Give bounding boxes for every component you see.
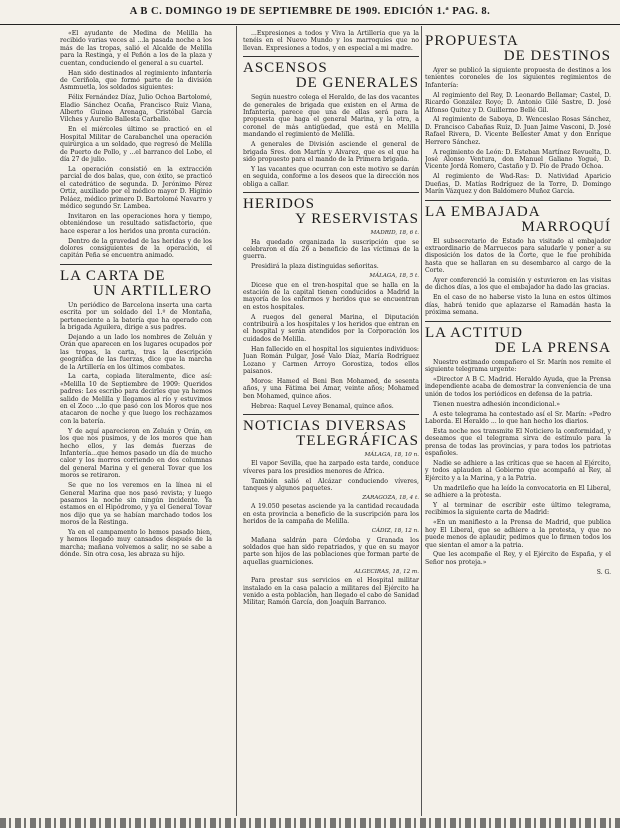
actitud-paragraph: Un madrileño que ha leído la convocatoria en El Liberal, se adhiere a la protesta. — [425, 484, 611, 500]
col1-wounded-names: Félix Fernández Díaz, Julio Ochoa Bartolomé, Eladio Sánchez Ocaña, Francisco Ruiz Viana, Alberto Guinea Arenaga, Cristóbal García Vilches y Aurelio Ballesta Carballo. — [60, 94, 212, 124]
separator — [425, 200, 611, 201]
carta-paragraph: Se que no los veremos en la línea ni el General Marina que nos pasó revista; y luego pasamos la noche sin ningún incidente. Ya estamos en el Hipódromo, y ya el General Tovar nos dijo que ya se habían marchado todos los moros de la Restinga. — [60, 482, 212, 527]
section-title-line: PROPUESTA — [425, 33, 519, 49]
section-title-line: ASCENSOS — [243, 60, 328, 77]
section-title-ascensos — [243, 61, 419, 91]
section-title-carta — [60, 269, 212, 299]
actitud-paragraph: Que les acompañe el Rey, y el Ejército de España, y el Señor nos proteja.» — [425, 551, 611, 566]
carta-paragraph: Un periódico de Barcelona inserta una carta escrita por un soldado del 1.º de Montaña, perteneciente a la batería que ha operado con la brigada Aguilera, dirige a sus padres. — [60, 301, 212, 331]
section-title-line: DE LA PRENSA — [494, 339, 611, 356]
propuesta-paragraph: A regimiento de León: D. Esteban Martínez Revuelta, D. José Alonso Ventura, don Manuel Galiano Yogué, D. Vicente Jordá Romero, Castaño y D. Pío de Prado Ochoa. — [425, 148, 611, 171]
signature: S. G. — [596, 568, 611, 576]
carta-paragraph: Ya en el campamento lo hemos pasado bien, y hemos llegado muy cansados después de la marcha; mañana volvemos a salir, no se sabe a dónde. Sin otra cosa, les abraza su hijo. — [60, 529, 212, 559]
carta-paragraph: Dejando a un lado los nombres de Zeluán y Orán que aparecen en los lugares ocupados por las tropas, la carta, tras la descripción geográfica de las fuerzas, dice que la marcha de la Artillería en los últimos combates. — [60, 333, 212, 371]
dateline: MADRID, 18, 6 t. — [370, 230, 419, 237]
section-title-line: LA ACTITUD — [425, 324, 523, 341]
embajada-paragraph: Ayer conferenció la comisión y estuvieron en las visitas de dichos días, a los que el embajador ha dado las gracias. — [425, 277, 611, 292]
section-title-line: DE DESTINOS — [503, 48, 611, 64]
actitud-paragraph: Nuestro estimado compañero el Sr. Marín nos remite el siguiente telegrama urgente: — [425, 358, 611, 373]
embajada-paragraph: En el caso de no haberse visto la luna en estos últimos días, habrá tenido que aplazarse el Ramadán hasta la próxima semana. — [425, 294, 611, 317]
column-1 — [60, 30, 212, 810]
section-title-line: MARROQUÍ — [521, 218, 611, 235]
separator — [425, 321, 611, 322]
page-header: A B C. DOMINGO 19 DE SEPTIEMBRE DE 1909. EDICIÓN 1.ª PAG. 8. — [0, 0, 620, 25]
noticias-paragraph: A 19.050 pesetas asciende ya la cantidad recaudada en esta provincia a beneficio de la suscripción para los heridos de la campaña de Melilla. — [243, 503, 419, 526]
propuesta-paragraph: Ayer se publicó la siguiente propuesta de destinos a los tenientes coroneles de los siguientes regimientos de Infantería: — [425, 67, 611, 89]
section-title-line: DE GENERALES — [295, 75, 419, 92]
noticias-paragraph: Para prestar sus servicios en el Hospital militar instalado en la casa palacio a militares del Ejército ha venido a esta población, han llegado el cabo de Sanidad Militar, Ramón García, don Joaquín Barranco. — [243, 577, 419, 607]
section-title-line: Y RESERVISTAS — [295, 211, 419, 228]
dateline: ZARAGOZA, 18, 4 t. — [362, 495, 419, 502]
separator — [243, 414, 419, 415]
actitud-paragraph: Esta noche nos transmite El Noticiero la conformidad, y deseamos que el telegrama sirva de estímulo para la prensa de todas las provincias, y para todos los patriotas españoles. — [425, 427, 611, 458]
section-title-line: LA CARTA DE — [60, 267, 166, 284]
carta-paragraph: La carta, copiada literalmente, dice así: «Melilla 10 de Septiembre de 1909: Queridos padres: Les escribo para decirles que ya hemos salido de Melilla y llegamos al río y estuvimos en el Zoco ...lo que pasó con los Moros que nos atacaron de noche y que luego los rechazamos con la batería. — [60, 373, 212, 425]
actitud-paragraph: «Director A B C. Madrid. Heraldo Ayuda, que la Prensa independiente acaba de demostrar la conveniencia de una unión de todos los periódicos en defensa de la patria. — [425, 375, 611, 398]
dateline: ALGECIRAS, 18, 12 m. — [354, 568, 419, 575]
separator — [60, 264, 212, 265]
actitud-paragraph: «En un manifiesto a la Prensa de Madrid, que publica hoy El Liberal, que se adhiere a la protesta, y que no puede menos de aplaudir, pedimos que lo firmen todos los que sientan el amor a la patria. — [425, 519, 611, 549]
heridos-paragraph: Dicese que en el tren-hospital que se halla en la estación de la capital tienen conducidos a Madrid la mayoría de los enfermos y heridos que se encuentran en estos hospitales. — [243, 281, 419, 311]
actitud-paragraph: Tienen nuestra adhesión incondicional.» — [433, 400, 561, 408]
scan-footer-strip — [0, 818, 620, 828]
section-title-line: LA EMBAJADA — [425, 203, 541, 220]
noticias-paragraph: El vapor Sevilla, que ha zarpado esta tarde, conduce víveres para los presidios menores de África. — [243, 460, 419, 475]
dateline: MÁLAGA, 18, 10 n. — [364, 452, 419, 459]
ascensos-paragraph: Y las vacantes que ocurran con este motivo se darán en seguida, conforme a los deseos que la dirección nos obliga a callar. — [243, 165, 419, 188]
column-rule-2 — [421, 26, 422, 816]
propuesta-paragraph: Al regimiento de Saboya, D. Wenceslao Rosas Sánchez, D. Francisco Cabañas Ruiz, D. Juan Jaime Vasconi, D. José Rafael Rivera, D. Vicente Bellester Amat y don Enrique Herrero Sánchez. — [425, 116, 611, 146]
col1-hospital: En el miércoles último se practicó en el Hospital Militar de Carabanchel una operación quirúrgica a un soldado, que regresó de Melilla de Puerto de Pollo, y ...el barranco del Lobo, el día 27 de julio. — [60, 126, 212, 163]
embajada-paragraph: El subsecretario de Estado ha visitado al embajador extraordinario de Marruecos para saludarle y poner a su disposición los datos de la Corte, que le fue prohibida hasta que se hallaran en su desembarco al cargo de la Corte. — [425, 237, 611, 275]
heridos-paragraph: Moros: Hamed el Beni Ben Mohamed, de sesenta años, y una Fátima bei Amar, veinte años; Mohamed ben Mohamed, quince años. — [243, 377, 419, 400]
separator — [243, 56, 419, 57]
heridos-paragraph: A ruegos del general Marina, el Diputación contribuirá a los hospitales y los heridos que entran en el hospital y serán atendidos por la Corporación los cuidados de Melilla. — [243, 313, 419, 343]
col1-operation: La operación consistió en la extracción parcial de dos balas, que, con éxito, se practicó el catedrático de segunda. D. Jerónimo Pérez Ortiz, auxiliado por el médico mayor D. Higinio Peláez, médico primero D. Bartolomé Navarro y médico segundo Sr. Lambea. — [60, 165, 212, 210]
section-title-heridos — [243, 197, 419, 227]
carta-paragraph: Y de aquí aparecieron en Zeluán y Orán, en los que nos pusimos, y de los moros que han hecho ellos, y las demás fuerzas de Infantería...que hemos pasado un día de mucho calor y los morros corriendo en dos columnas del general Marina y el general Tovar que los moros se retiraron. — [60, 427, 212, 480]
propuesta-paragraph: Al regimiento del Rey, D. Leonardo Bellamar; Castel, D. Ricardo González Royo; D. Antonio Gilé Sastre, D. José Alfonso Quitez y D. Guillermo Bellé Gil. — [425, 91, 611, 114]
section-title-actitud — [425, 326, 611, 356]
section-title-embajada — [425, 205, 611, 235]
actitud-paragraph: Nadie se adhiere a las críticas que se hacen al Ejército, y todos aplauden al Gobierno que acompañó al Rey, al Ejército y a la Marina, y a la Patria. — [425, 459, 611, 482]
separator — [243, 192, 419, 193]
col1-intro: «El ayudante de Medina de Melilla ha recibido varias veces al ...la pasada noche a los más de las tropas, salió el Alcalde de Melilla para la Restinga, y el Peñón a los de la plaza y cuentan, conduciendo el general a su cuartel. — [60, 30, 212, 67]
section-title-line: NOTICIAS DIVERSAS — [243, 418, 408, 435]
dateline: CÁDIZ, 18, 12 n. — [371, 528, 419, 535]
col2-intro: ...Expresiones a todos y Viva la Artillería que ya la tenéis en el Nuevo Mundo y los marroquíes que no llevan. Expresiones a todos, y en especial a mi madre. — [243, 30, 419, 52]
heridos-paragraph: Presidirá la plaza distinguidas señoritas. — [251, 263, 379, 271]
noticias-paragraph: Mañana saldrán para Córdoba y Granada los soldados que han sido repatriados, y que en su mayor parte son hijos de las poblaciones que forman parte de aquellas guarniciones. — [243, 536, 419, 566]
actitud-paragraph: Y al terminar de escribir este último telegrama, recibimos la siguiente carta de Madrid: — [425, 501, 611, 517]
ascensos-paragraph: Según nuestro colega el Heraldo, de las dos vacantes de generales de brigada que existen en el Arma de Infantería, parece que una de ellas será para la propuesta que haga el general Marina, y la otra, a coronel de más antigüedad, que está en Melilla mandando el regimiento de Melilla. — [243, 94, 419, 139]
section-title-noticias — [243, 419, 419, 449]
heridos-paragraph: Han fallecido en el hospital los siguientes individuos: Juan Román Pulgar, José Valo Díaz, María Rodríguez Lozano y Carmen Arroyo Gorostiza, todos ellos paisanos. — [243, 345, 419, 375]
column-2 — [243, 30, 419, 810]
section-title-line: TELEGRÁFICAS — [296, 433, 419, 450]
noticias-paragraph: También salió el Alcázar conduciendo víveres, tanques y algunos paquetes. — [243, 477, 419, 493]
column-rule-1 — [236, 26, 237, 816]
section-title-propuesta — [425, 34, 611, 64]
column-3 — [425, 30, 611, 810]
heridos-paragraph: Ha quedado organizada la suscripción que se celebraron el día 26 a beneficio de las víctimas de la guerra. — [243, 238, 419, 261]
col1-assist: Invitaron en las operaciones hora y tiempo, obteniéndose un resultado satisfactorio, que hace esperar a los heridos una pronta curación. — [60, 212, 212, 235]
dateline: MÁLAGA, 18, 5 t. — [369, 273, 419, 280]
page-margin — [0, 24, 55, 818]
propuesta-paragraph: Al regimiento de Wad-Ras: D. Natividad Aparicio Dueñas, D. Matías Rodríguez de la Torre, D. Domingo Marín Vázquez y don Baldomero Muñoz García. — [425, 173, 611, 196]
col1-closing: Dentro de la gravedad de las heridas y de los dolores consiguientes de la operación, el capitán Peña se encuentra animado. — [60, 237, 212, 260]
actitud-paragraph: A este telegrama ha contestado así el Sr. Marín: «Pedro Laborda. El Heraldo ... lo que han hecho los diarios. — [425, 410, 611, 425]
col1-wounded-intro: Han sido destinados al regimiento infantería de Ceriñola, que formó parte de la división Asmmuetla, los soldados siguientes: — [60, 69, 212, 92]
section-title-line: HERIDOS — [243, 196, 316, 213]
heridos-paragraph: Hebrea: Raquel Levey Benamal, quince años. — [251, 402, 394, 410]
section-title-line: UN ARTILLERO — [92, 282, 212, 299]
ascensos-paragraph: A generales de División asciende el general de brigada Sres. don Martín y Alvarez, que es el que ha sido propuesto para el mando de la Primera brigada. — [243, 141, 419, 163]
